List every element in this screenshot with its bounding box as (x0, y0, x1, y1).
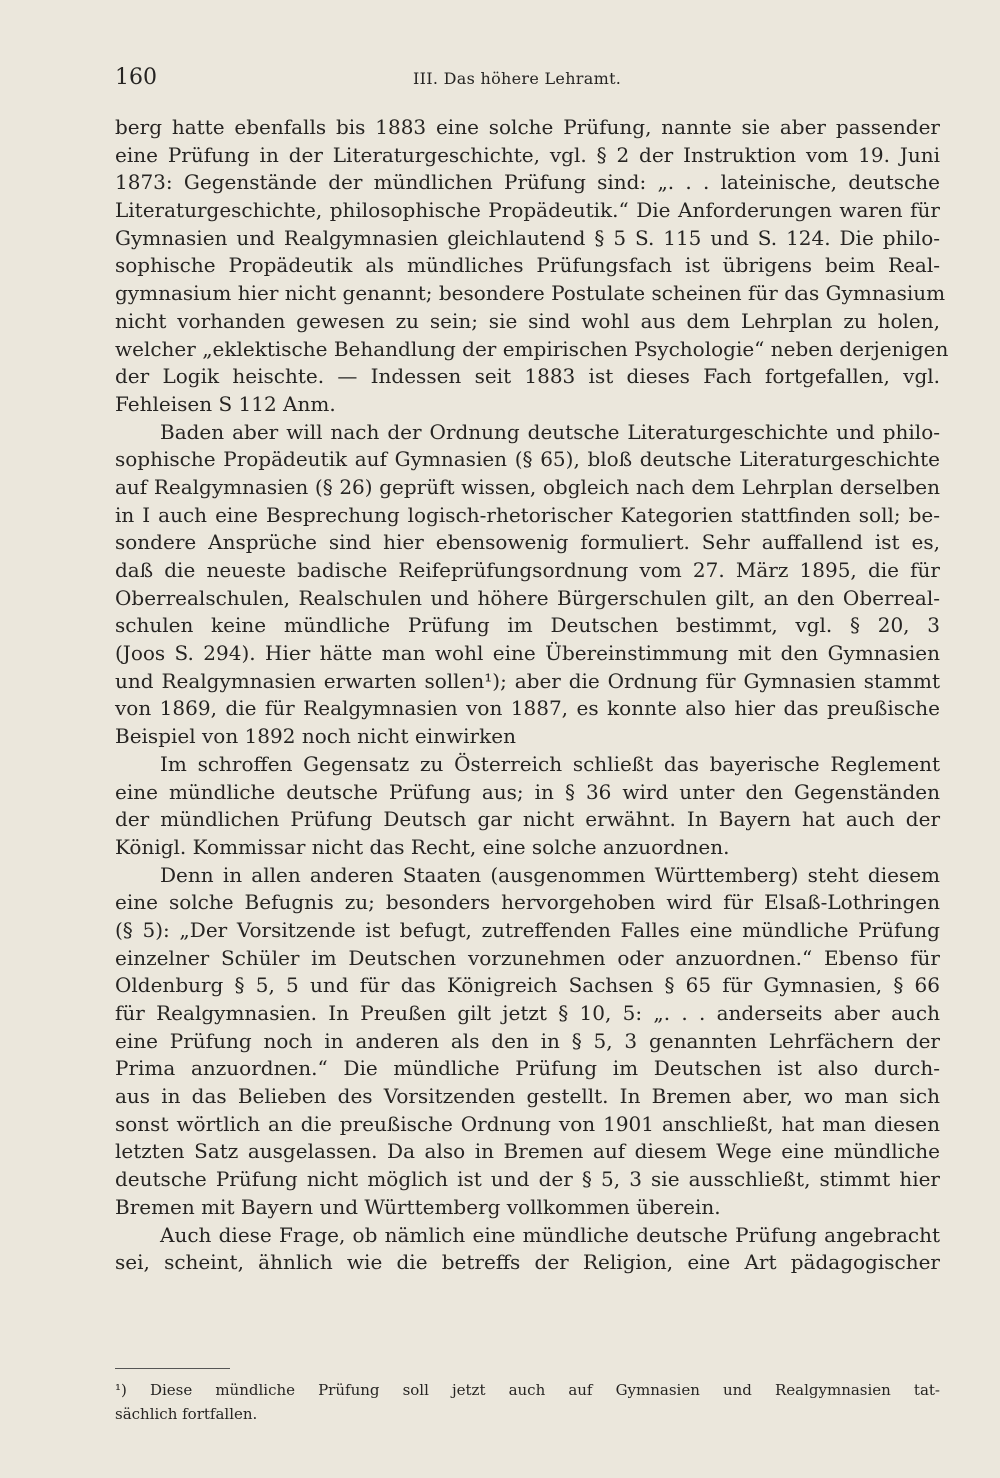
footnote-line: ¹) Diese mündliche Prüfung soll jetzt auch auf Gymnasien und Realgymnasien tat- (115, 1381, 940, 1399)
text-line: Fehleisen S 112 Anm. (115, 391, 336, 416)
text-line: Königl. Kommissar nicht das Recht, eine solche anzuordnen. (115, 834, 730, 859)
text-line: (Joos S. 294). Hier hätte man wohl eine Übereinstimmung mit den Gymnasien (115, 641, 940, 666)
text-line: von 1869, die für Realgymnasien von 1887, es konnte also hier das preußische (115, 696, 940, 721)
text-line: sonst wörtlich an die preußische Ordnung von 1901 anschließt, hat man diesen (115, 1111, 940, 1136)
text-line: sophische Propädeutik auf Gymnasien (§ 65), bloß deutsche Literaturgeschichte (115, 447, 940, 472)
text-line: einzelner Schüler im Deutschen vorzunehmen oder anzuordnen.“ Ebenso für (115, 945, 940, 970)
text-line: Prima anzuordnen.“ Die mündliche Prüfung im Deutschen ist also durch- (115, 1056, 940, 1081)
text-line: Baden aber will nach der Ordnung deutsche Literaturgeschichte und philo- (160, 419, 940, 444)
text-line: Denn in allen anderen Staaten (ausgenommen Württemberg) steht diesem (160, 862, 940, 887)
footnote-line: sächlich fortfallen. (115, 1405, 258, 1423)
page-header (115, 64, 940, 94)
text-line: aus in das Belieben des Vorsitzenden gestellt. In Bremen aber, wo man sich (115, 1084, 940, 1109)
text-line: eine Prüfung in der Literaturgeschichte, vgl. § 2 der Instruktion vom 19. Juni (115, 142, 940, 167)
text-line: eine solche Befugnis zu; besonders hervorgehoben wird für Elsaß-Lothringen (115, 890, 940, 915)
text-line: der mündlichen Prüfung Deutsch gar nicht erwähnt. In Bayern hat auch der (115, 807, 940, 832)
text-line: Literaturgeschichte, philosophische Propädeutik.“ Die Anforderungen waren für (115, 198, 940, 223)
text-line: sophische Propädeutik als mündliches Prüfungsfach ist übrigens beim Real- (115, 253, 940, 278)
page-number: 160 (115, 65, 157, 90)
text-line: Oldenburg § 5, 5 und für das Königreich Sachsen § 65 für Gymnasien, § 66 (115, 973, 940, 998)
text-line: berg hatte ebenfalls bis 1883 eine solche Prüfung, nannte sie aber passender (115, 115, 940, 139)
text-line: sei, scheint, ähnlich wie die betreffs der Religion, eine Art pädagogischer (115, 1250, 940, 1275)
text-line: 1873: Gegenstände der mündlichen Prüfung sind: „. . . lateinische, deutsche (115, 170, 940, 195)
text-line: auf Realgymnasien (§ 26) geprüft wissen, obgleich nach dem Lehrplan derselben (115, 474, 940, 499)
text-line: daß die neueste badische Reifeprüfungsordnung vom 27. März 1895, die für (115, 558, 940, 582)
text-line: letzten Satz ausgelassen. Da also in Bremen auf diesem Wege eine mündliche (115, 1139, 940, 1164)
text-line: sondere Ansprüche sind hier ebensowenig formuliert. Sehr auffallend ist es, (115, 530, 940, 555)
text-line: Auch diese Frage, ob nämlich eine mündliche deutsche Prüfung angebracht (160, 1222, 940, 1247)
text-line: deutsche Prüfung nicht möglich ist und der § 5, 3 sie ausschließt, stimmt hier (115, 1167, 940, 1192)
text-line: und Realgymnasien erwarten sollen¹); aber die Ordnung für Gymnasien stammt (115, 668, 940, 693)
text-line: in I auch eine Besprechung logisch-rhetorischer Kategorien stattfinden soll; be- (115, 502, 940, 527)
footnotes (115, 1378, 940, 1426)
text-line: (§ 5): „Der Vorsitzende ist befugt, zutreffenden Falles eine mündliche Prüfung (115, 917, 940, 942)
text-line: Beispiel von 1892 noch nicht einwirken (115, 724, 516, 749)
text-line: Im schroffen Gegensatz zu Österreich schließt das bayerische Reglement (160, 751, 940, 776)
running-head: III. Das höhere Lehramt. (413, 69, 622, 88)
text-line: schulen keine mündliche Prüfung im Deutschen bestimmt, vgl. § 20, 3 (115, 613, 940, 638)
text-line: Bremen mit Bayern und Württemberg vollkommen überein. (115, 1194, 721, 1219)
main-text (115, 114, 949, 1277)
text-line: eine Prüfung noch in anderen als den in § 5, 3 genannten Lehrfächern der (115, 1028, 940, 1053)
text-line: Gymnasien und Realgymnasien gleichlautend § 5 S. 115 und S. 124. Die philo- (115, 225, 940, 250)
text-line: nicht vorhanden gewesen zu sein; sie sind wohl aus dem Lehrplan zu holen, (115, 308, 940, 333)
footnote-divider (115, 1368, 230, 1369)
text-line: Oberrealschulen, Realschulen und höhere Bürgerschulen gilt, an den Oberreal- (115, 585, 940, 610)
text-line: eine mündliche deutsche Prüfung aus; in § 36 wird unter den Gegenständen (115, 779, 940, 804)
text-line: der Logik heischte. — Indessen seit 1883 ist dieses Fach fortgefallen, vgl. (115, 364, 940, 389)
text-line: welcher „eklektische Behandlung der empirischen Psychologie“ neben derjenigen (115, 336, 949, 361)
text-line: für Realgymnasien. In Preußen gilt jetzt § 10, 5: „. . . anderseits aber auch (115, 1001, 940, 1025)
text-line: gymnasium hier nicht genannt; besondere Postulate scheinen für das Gymnasium (115, 281, 946, 306)
